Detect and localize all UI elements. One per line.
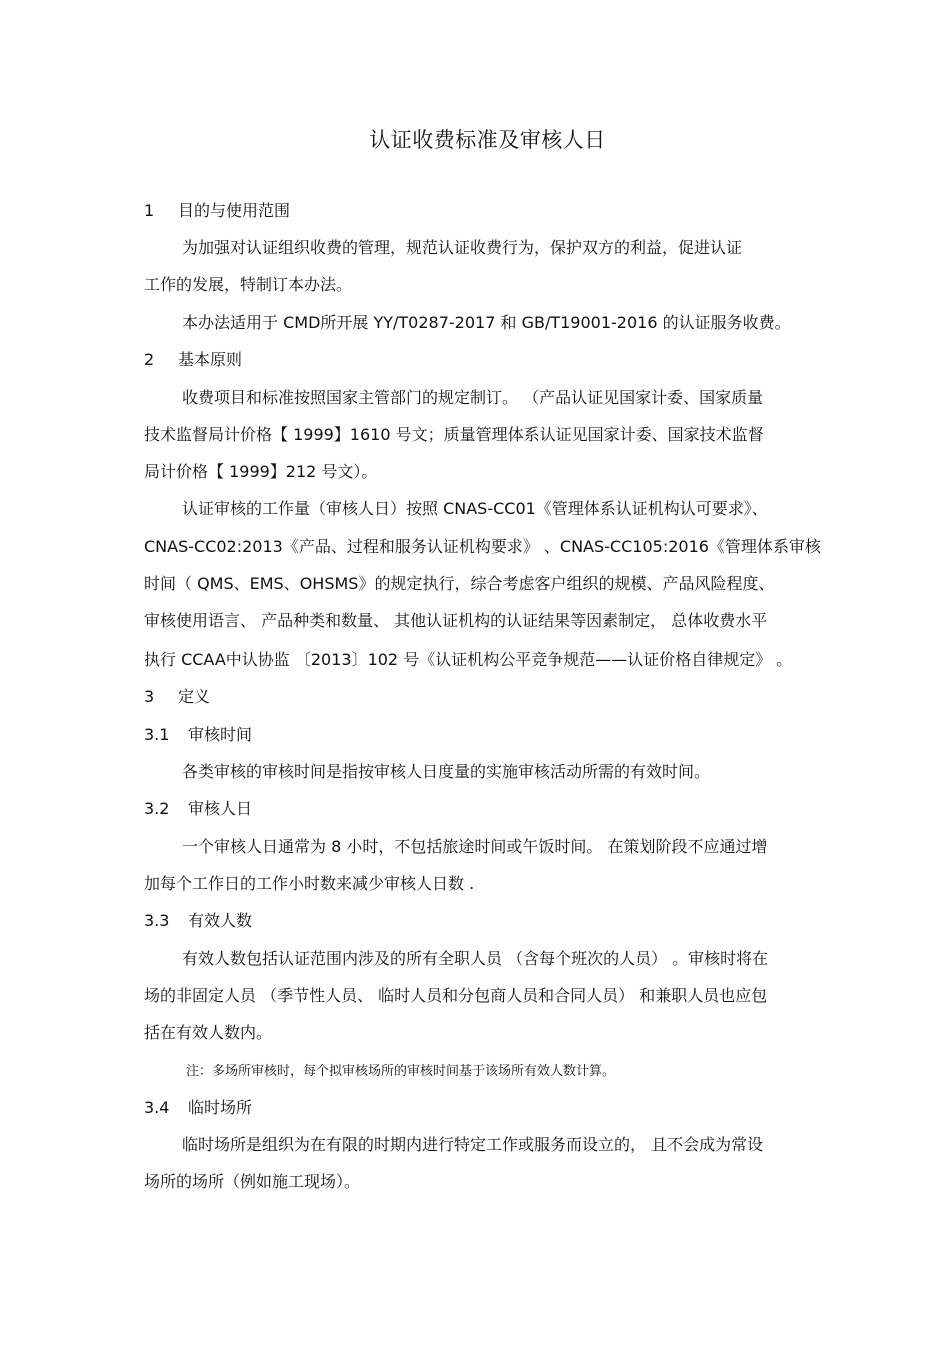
section-title: 目的与使用范围 bbox=[178, 201, 291, 220]
paragraph-line: 一个审核人日通常为 8 小时，不包括旅途时间或午饭时间。 在策划阶段不应通过增 bbox=[182, 837, 768, 856]
paragraph-line: 局计价格【 1999】212 号文）。 bbox=[144, 462, 378, 481]
subsection-3-3-heading bbox=[144, 910, 252, 932]
subsection-3-4-heading bbox=[144, 1097, 252, 1119]
subsection-number: 3.4 bbox=[144, 1098, 170, 1117]
paragraph-line: 场所的场所（例如施工现场）。 bbox=[144, 1172, 361, 1191]
section-number: 2 bbox=[144, 350, 155, 369]
section-title: 定义 bbox=[178, 687, 211, 706]
paragraph-line: 场的非固定人员 （季节性人员、 临时人员和分包商人员和合同人员） 和兼职人员也应包 bbox=[144, 986, 768, 1005]
note-text: 注：多场所审核时，每个拟审核场所的审核时间基于该场所有效人数计算。 bbox=[186, 1064, 616, 1079]
subsection-title: 有效人数 bbox=[188, 911, 253, 930]
section-number: 1 bbox=[144, 201, 155, 220]
paragraph-line: 为加强对认证组织收费的管理，规范认证收费行为，保护双方的利益，促进认证 bbox=[182, 238, 743, 257]
paragraph-line: 各类审核的审核时间是指按审核人日度量的实施审核活动所需的有效时间。 bbox=[182, 762, 711, 781]
subsection-3-1-heading bbox=[144, 724, 252, 746]
paragraph-line: 执行 CCAA中认协监 〔2013〕102 号《认证机构公平竞争规范——认证价格自律规定》 。 bbox=[144, 650, 793, 669]
subsection-number: 3.2 bbox=[144, 799, 170, 818]
section-number: 3 bbox=[144, 687, 155, 706]
paragraph-line: 技术监督局计价格【 1999】1610 号文；质量管理体系认证见国家计委、国家技术监督 bbox=[144, 425, 764, 444]
section-3-heading bbox=[144, 686, 210, 708]
paragraph-line: 认证审核的工作量（审核人日）按照 CNAS-CC01《管理体系认证机构认可要求》、 bbox=[182, 499, 768, 518]
subsection-title: 审核人日 bbox=[188, 799, 253, 818]
subsection-title: 审核时间 bbox=[188, 725, 253, 744]
subsection-3-2-heading bbox=[144, 798, 252, 820]
paragraph-line: 审核使用语言、 产品种类和数量、 其他认证机构的认证结果等因素制定， 总体收费水平 bbox=[144, 611, 768, 630]
paragraph-line: 有效人数包括认证范围内涉及的所有全职人员 （含每个班次的人员） 。审核时将在 bbox=[182, 949, 769, 968]
section-2-heading bbox=[144, 349, 242, 371]
paragraph-line: CNAS-CC02:2013《产品、过程和服务认证机构要求》 、CNAS-CC105:2016《管理体系审核 bbox=[144, 537, 821, 556]
paragraph-line: 收费项目和标准按照国家主管部门的规定制订。 （产品认证见国家计委、国家质量 bbox=[182, 388, 764, 407]
document-title: 认证收费标准及审核人日 bbox=[369, 128, 606, 152]
paragraph-line: 加每个工作日的工作小时数来减少审核人日数 . bbox=[144, 874, 475, 893]
subsection-number: 3.3 bbox=[144, 911, 170, 930]
subsection-number: 3.1 bbox=[144, 725, 170, 744]
paragraph-line: 括在有效人数内。 bbox=[144, 1023, 273, 1042]
subsection-title: 临时场所 bbox=[188, 1098, 253, 1117]
paragraph-line: 临时场所是组织为在有限的时期内进行特定工作或服务而设立的， 且不会成为常设 bbox=[182, 1135, 764, 1154]
paragraph-line: 时间（ QMS、EMS、OHSMS》的规定执行，综合考虑客户组织的规模、产品风险程度、 bbox=[144, 574, 775, 593]
paragraph-line: 本办法适用于 CMD所开展 YY/T0287-2017 和 GB/T19001-2016 的认证服务收费。 bbox=[182, 313, 791, 332]
section-1-heading bbox=[144, 200, 290, 222]
paragraph-line: 工作的发展，特制订本办法。 bbox=[144, 275, 353, 294]
section-title: 基本原则 bbox=[178, 350, 243, 369]
